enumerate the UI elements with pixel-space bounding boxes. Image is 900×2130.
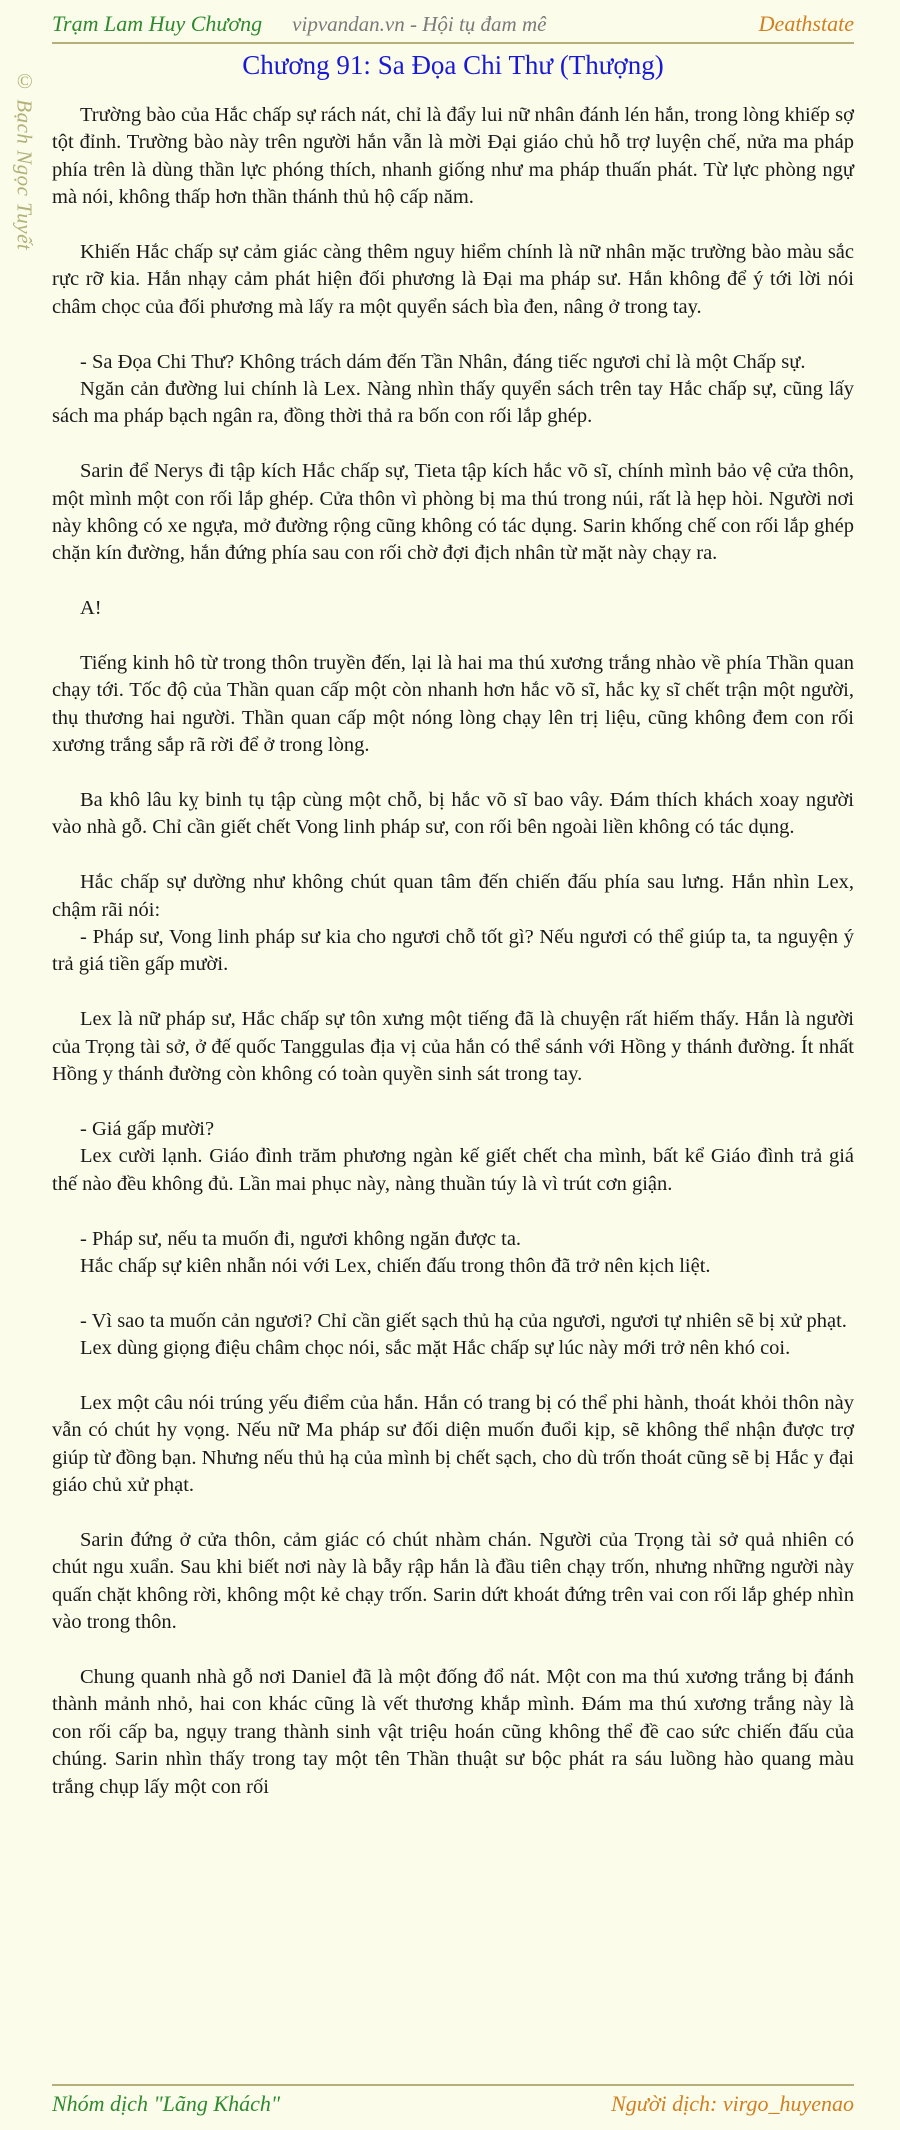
site-name: Trạm Lam Huy Chương — [52, 11, 263, 36]
paragraph: Khiến Hắc chấp sự cảm giác càng thêm nguy hiểm chính là nữ nhân mặc trường bào màu sắc rực rỡ kia. Hắn nhạy cảm phát hiện đối phương là Đại ma pháp sư. Hắn không để ý tới lời nói châm chọc của đối phương mà lấy ra một quyển sách bìa đen, nâng ở trong tay. — [52, 241, 854, 318]
paragraph: Lex một câu nói trúng yếu điểm của hắn. Hắn có trang bị có thể phi hành, thoát khỏi thôn này vẫn có chút hy vọng. Nếu nữ Ma pháp sư đối diện muốn đuổi kịp, sẽ không thể nhận được trợ giúp từ đồng bạn. Nhưng nếu thủ hạ của mình bị chết sạch, cho dù trốn thoát cũng sẽ bị Hắc y đại giáo chủ xử phạt. — [52, 1391, 854, 1497]
paragraph: Sarin để Nerys đi tập kích Hắc chấp sự, Tieta tập kích hắc võ sĩ, chính mình bảo vệ cửa thôn, một mình một con rối lắp ghép. Cửa thôn vì phòng bị ma thú trong núi, rất là hẹp hòi. Người nơi này không có xe ngựa, mở đường rộng cũng không có tác dụng. Sarin khống chế con rối lắp ghép chặn kín đường, hắn đứng phía sau con rối chờ đợi địch nhân từ mặt này chạy ra. — [52, 460, 854, 565]
paragraph: Trường bào của Hắc chấp sự rách nát, chỉ là đẩy lui nữ nhân đánh lén hắn, trong lòng khiếp sợ tột đỉnh. Trường bào này trên người hắn vẫn là mời Đại giáo chủ hỗ trợ luyện chế, nửa ma pháp phía trên là dùng thần lực phóng thích, nhanh giống như ma pháp thuấn phát. Từ lực phòng ngự mà nói, không thấp hơn thần thánh thủ hộ cấp năm. — [52, 104, 854, 209]
side-watermark — [4, 50, 44, 270]
paragraph: - Sa Đọa Chi Thư? Không trách dám đến Tần Nhân, đáng tiếc ngươi chỉ là một Chấp sự. — [80, 350, 806, 373]
paragraph: Tiếng kinh hô từ trong thôn truyền đến, lại là hai ma thú xương trắng nhào về phía Thần quan chạy tới. Tốc độ của Thần quan cấp một còn nhanh hơn hắc võ sĩ, hắc kỵ sĩ chết trận một người, thụ thương hai người. Thần quan cấp một nóng lòng chạy lên trị liệu, cũng không đem con rối xương trắng sắp rã rời để ở trong lòng. — [52, 652, 854, 757]
paragraph: A! — [80, 597, 102, 620]
paragraph: Ba khô lâu kỵ binh tụ tập cùng một chỗ, bị hắc võ sĩ bao vây. Đám thích khách xoay người vào nhà gỗ. Chỉ cần giết chết Vong linh pháp sư, con rối bên ngoài liền không có tác dụng. — [52, 789, 854, 839]
paragraph: Sarin đứng ở cửa thôn, cảm giác có chút nhàm chán. Người của Trọng tài sở quả nhiên có chút ngu xuẩn. Sau khi biết nơi này là bẫy rập hắn là đầu tiên chạy trốn, nhưng những người này quấn chặt không rời, không một kẻ chạy trốn. Sarin dứt khoát đứng trên vai con rối lắp ghép nhìn vào trong thôn. — [52, 1528, 854, 1634]
paragraph: - Pháp sư, Vong linh pháp sư kia cho ngươi chỗ tốt gì? Nếu ngươi có thể giúp ta, ta nguyện ý trả giá tiền gấp mười. — [52, 926, 854, 976]
chapter-title: Chương 91: Sa Đọa Chi Thư (Thượng) — [242, 50, 664, 80]
paragraph: - Pháp sư, nếu ta muốn đi, ngươi không ngăn được ta. — [80, 1227, 522, 1250]
site-tagline: vipvandan.vn - Hội tụ đam mê — [292, 11, 547, 36]
paragraph: Hắc chấp sự dường như không chút quan tâm đến chiến đấu phía sau lưng. Hắn nhìn Lex, chậm rãi nói: — [52, 871, 854, 921]
translator-name: Người dịch: virgo_huyenao — [611, 2091, 854, 2116]
author-name: Deathstate — [758, 11, 854, 36]
paragraph: Lex cười lạnh. Giáo đình trăm phương ngàn kế giết chết cha mình, bất kể Giáo đình trả giá thế nào đều không đủ. Lần mai phục này, nàng thuần túy là vì trút cơn giận. — [52, 1145, 854, 1195]
paragraph: - Vì sao ta muốn cản ngươi? Chỉ cần giết sạch thủ hạ của ngươi, ngươi tự nhiên sẽ bị xử phạt. — [80, 1309, 847, 1332]
paragraph: Hắc chấp sự kiên nhẫn nói với Lex, chiến đấu trong thôn đã trở nên kịch liệt. — [80, 1254, 711, 1277]
page-footer — [52, 2084, 854, 2122]
page-header — [52, 6, 854, 44]
paragraph: Chung quanh nhà gỗ nơi Daniel đã là một đống đổ nát. Một con ma thú xương trắng bị đánh thành mảnh nhỏ, hai con khác cũng là vết thương khắp mình. Đám ma thú xương trắng này là con rối cấp ba, ngụy trang thành sinh vật triệu hoán cũng không thể đề cao sức chiến đấu của chúng. Sarin nhìn thấy trong tay một tên Thần thuật sư bộc phát ra sáu luồng hào quang màu trắng chụp lấy một con rối — [52, 1665, 854, 1798]
paragraph: Lex dùng giọng điệu châm chọc nói, sắc mặt Hắc chấp sự lúc này mới trở nên khó coi. — [80, 1337, 791, 1360]
paragraph: Lex là nữ pháp sư, Hắc chấp sự tôn xưng một tiếng đã là chuyện rất hiếm thấy. Hắn là người của Trọng tài sở, ở đế quốc Tanggulas địa vị của hắn có thể sánh với Hồng y thánh đường. Ít nhất Hồng y thánh đường còn không có toàn quyền sinh sát trong tay. — [52, 1008, 854, 1086]
paragraph: Ngăn cản đường lui chính là Lex. Nàng nhìn thấy quyển sách trên tay Hắc chấp sự, cũng lấy sách ma pháp bạch ngân ra, đồng thời thả ra bốn con rối lắp ghép. — [52, 378, 854, 428]
watermark-text: © Bạch Ngọc Tuyết — [12, 69, 37, 251]
chapter-body — [52, 102, 854, 1801]
paragraph: - Giá gấp mười? — [80, 1117, 215, 1140]
translation-group: Nhóm dịch "Lãng Khách" — [52, 2091, 281, 2116]
